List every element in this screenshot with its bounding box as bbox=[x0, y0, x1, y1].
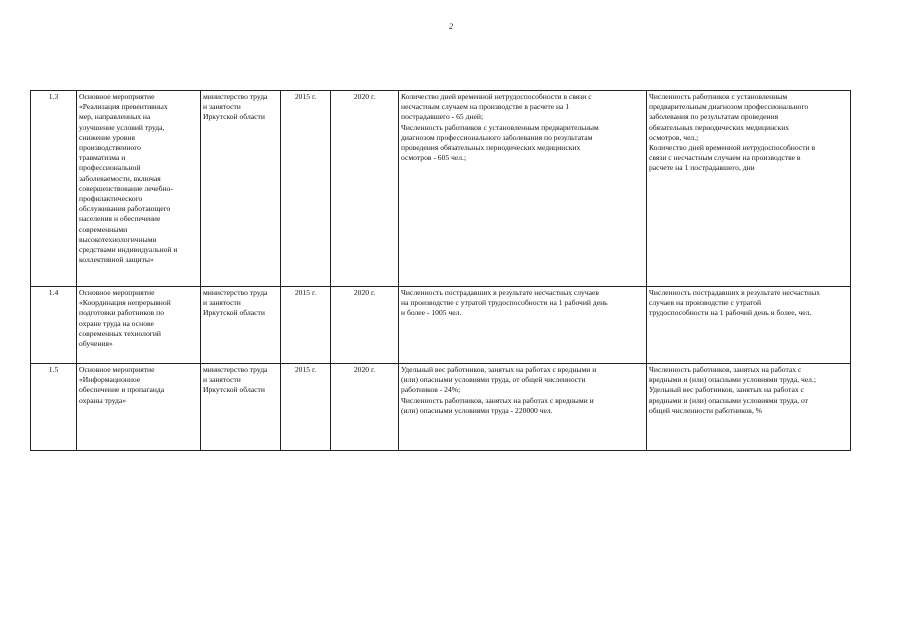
executor-line: Иркутской области bbox=[203, 308, 265, 318]
executor-line: и занятости bbox=[203, 102, 241, 112]
event-line: высокотехнологичными bbox=[79, 234, 157, 244]
event-cell bbox=[77, 91, 201, 287]
executor-cell bbox=[201, 287, 281, 364]
indicator-line: общей численности работников, % bbox=[649, 405, 763, 415]
table-row bbox=[31, 91, 851, 287]
event-line: производственного bbox=[79, 143, 141, 153]
event-line: обслуживания работающего bbox=[79, 204, 171, 214]
result-line: Численность работников с установленным предварительным bbox=[401, 122, 599, 132]
result-line: несчастным случаем на производстве в расчете на 1 bbox=[401, 102, 570, 112]
program-events-table bbox=[30, 90, 851, 451]
end-year-cell: 2020 г. bbox=[331, 287, 399, 364]
expected-result-cell bbox=[399, 364, 647, 451]
result-line: Численность пострадавших в результате несчастных случаев bbox=[401, 288, 599, 297]
executor-line: министерство труда bbox=[203, 365, 268, 374]
event-line: Основное мероприятие bbox=[79, 92, 155, 101]
indicator-line: Численность пострадавших в результате несчастных bbox=[649, 288, 820, 297]
event-line: «Реализация превентивных bbox=[79, 102, 168, 112]
result-line: Удельный вес работников, занятых на работах с вредными и bbox=[401, 365, 597, 374]
indicator-line: Удельный вес работников, занятых на работах с bbox=[649, 385, 804, 395]
item-number-cell: 1.4 bbox=[31, 287, 77, 364]
result-line: Количество дней временной нетрудоспособности в связи с bbox=[401, 92, 592, 101]
end-year-cell: 2020 г. bbox=[331, 91, 399, 287]
event-line: травматизма и bbox=[79, 153, 126, 163]
executor-line: министерство труда bbox=[203, 92, 268, 101]
result-line: (или) опасными условиями труда - 220000 чел. bbox=[401, 405, 553, 415]
event-line: профессиональной bbox=[79, 163, 141, 173]
event-line: профилактического bbox=[79, 194, 143, 204]
indicator-line: Численность работников, занятых на работах с bbox=[649, 365, 802, 374]
indicator-cell bbox=[647, 91, 851, 287]
table-row bbox=[31, 287, 851, 364]
result-line: пострадавшего - 65 дней; bbox=[401, 112, 484, 122]
event-line: охране труда на основе bbox=[79, 318, 154, 328]
indicator-line: вредными и (или) опасными условиями труда, чел.; bbox=[649, 375, 816, 385]
indicator-line: Количество дней временной нетрудоспособности в bbox=[649, 143, 816, 153]
event-line: заболеваемости, включая bbox=[79, 173, 161, 183]
indicator-line: Численность работников с установленным bbox=[649, 92, 788, 101]
indicator-line: трудоспособности на 1 рабочий день и более, чел. bbox=[649, 308, 812, 318]
indicator-line: осмотров, чел.; bbox=[649, 132, 699, 142]
expected-result-cell bbox=[399, 91, 647, 287]
result-line: работников - 24%; bbox=[401, 385, 461, 395]
start-year-cell: 2015 г. bbox=[281, 364, 331, 451]
event-line: современными bbox=[79, 224, 128, 234]
result-line: проведения обязательных периодических медицинских bbox=[401, 143, 581, 153]
indicator-cell bbox=[647, 287, 851, 364]
event-line: Основное мероприятие bbox=[79, 365, 155, 374]
start-year-cell: 2015 г. bbox=[281, 287, 331, 364]
event-line: «Координация непрерывной bbox=[79, 298, 171, 308]
event-cell bbox=[77, 364, 201, 451]
indicator-line: вредными и (или) опасными условиями труда, от bbox=[649, 395, 808, 405]
end-year-cell: 2020 г. bbox=[331, 364, 399, 451]
event-line: обучения» bbox=[79, 339, 113, 349]
executor-cell bbox=[201, 91, 281, 287]
event-line: мер, направленных на bbox=[79, 112, 151, 122]
result-line: диагнозом профессионального заболевания по результатам bbox=[401, 132, 593, 142]
result-line: на производстве с утратой трудоспособности на 1 рабочий день bbox=[401, 298, 608, 308]
executor-line: министерство труда bbox=[203, 288, 268, 297]
result-line: Численность работников, занятых на работах с вредными и bbox=[401, 395, 594, 405]
indicator-line: случаев на производстве с утратой bbox=[649, 298, 762, 308]
event-line: снижение уровня bbox=[79, 132, 135, 142]
event-line: населения и обеспечение bbox=[79, 214, 161, 224]
executor-line: Иркутской области bbox=[203, 112, 265, 122]
indicator-line: предварительным диагнозом профессионального bbox=[649, 102, 809, 112]
page-number: 2 bbox=[449, 22, 453, 31]
event-line: коллективной защиты» bbox=[79, 255, 154, 265]
event-line: современных технологий bbox=[79, 328, 161, 338]
start-year-cell: 2015 г. bbox=[281, 91, 331, 287]
executor-line: и занятости bbox=[203, 298, 241, 308]
result-line: (или) опасными условиями труда, от общей численности bbox=[401, 375, 586, 385]
result-line: и более - 1005 чел. bbox=[401, 308, 462, 318]
indicator-line: расчете на 1 пострадавшего, дни bbox=[649, 163, 755, 173]
indicator-cell bbox=[647, 364, 851, 451]
item-number-cell: 1.3 bbox=[31, 91, 77, 287]
result-line: осмотров - 605 чел.; bbox=[401, 153, 467, 163]
table-row bbox=[31, 364, 851, 451]
indicator-line: обязательных периодических медицинских bbox=[649, 122, 790, 132]
event-line: средствами индивидуальной и bbox=[79, 245, 178, 255]
indicator-line: заболевания по результатам проведения bbox=[649, 112, 779, 122]
event-line: обеспечение и пропаганда bbox=[79, 385, 165, 395]
executor-cell bbox=[201, 364, 281, 451]
indicator-line: связи с несчастным случаем на производстве в bbox=[649, 153, 801, 163]
event-line: совершенствование лечебно- bbox=[79, 183, 173, 193]
executor-line: Иркутской области bbox=[203, 385, 265, 395]
event-cell bbox=[77, 287, 201, 364]
event-line: «Информационное bbox=[79, 375, 141, 385]
event-line: улучшение условий труда, bbox=[79, 122, 165, 132]
item-number-cell: 1.5 bbox=[31, 364, 77, 451]
event-line: подготовки работников по bbox=[79, 308, 164, 318]
event-line: охраны труда» bbox=[79, 395, 127, 405]
executor-line: и занятости bbox=[203, 375, 241, 385]
expected-result-cell bbox=[399, 287, 647, 364]
event-line: Основное мероприятие bbox=[79, 288, 155, 297]
